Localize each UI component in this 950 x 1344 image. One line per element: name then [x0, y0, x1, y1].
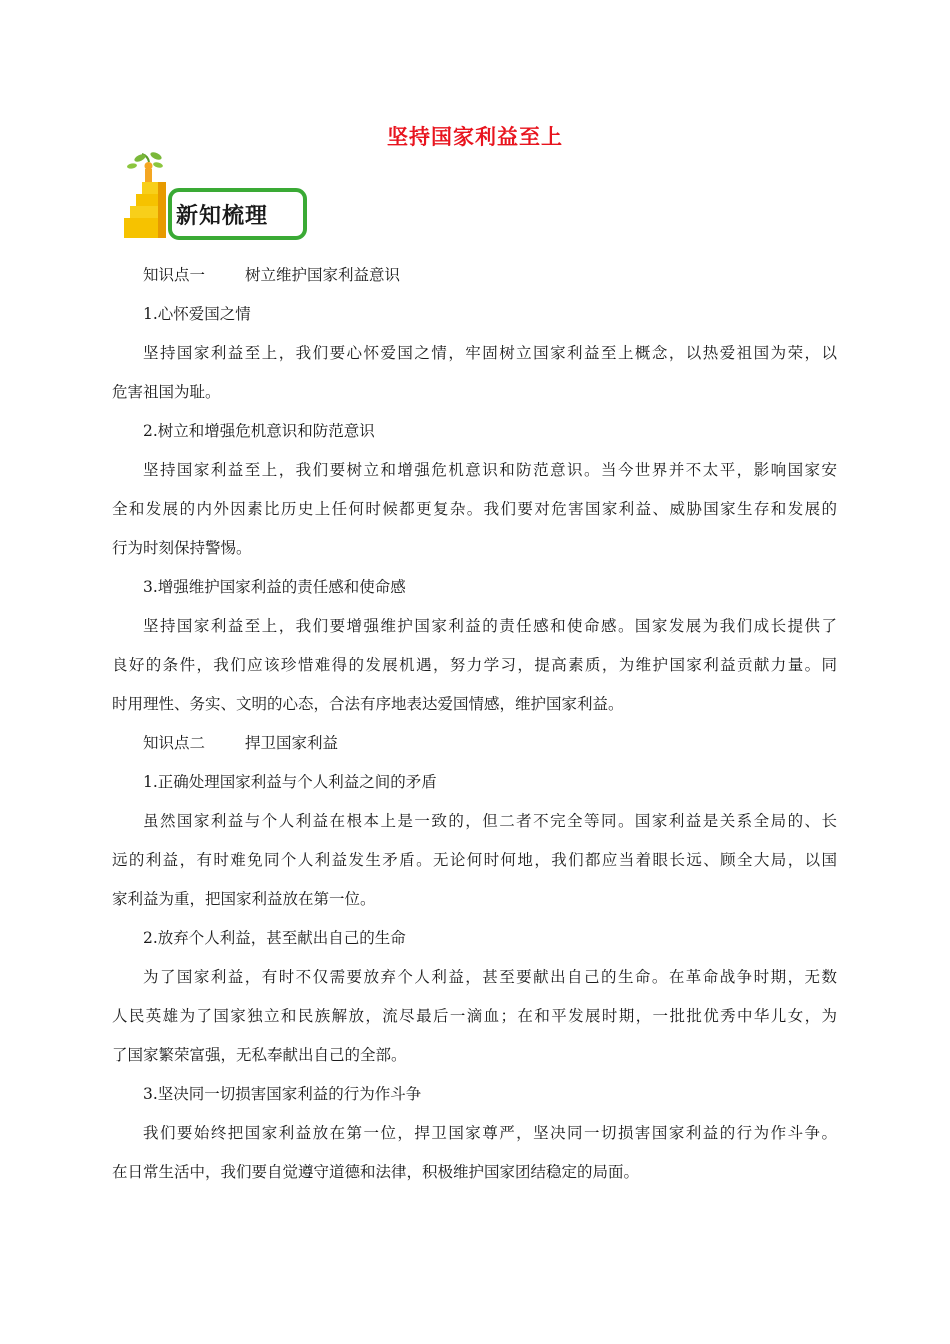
paragraph-line: 全和发展的内外因素比历史上任何时候都更复杂。我们要对危害国家利益、威胁国家生存和发展的	[112, 500, 837, 518]
knowledge-point-1	[112, 256, 837, 295]
document-body	[112, 256, 837, 1192]
paragraph-line: 行为时刻保持警惕。	[112, 539, 252, 557]
knowledge-point-1-title: 树立维护国家利益意识	[245, 266, 401, 284]
paragraph-line: 良好的条件，我们应该珍惜难得的发展机遇，努力学习，提高素质，为维护国家利益贡献力量。同	[112, 656, 837, 674]
paragraph-line: 坚持国家利益至上，我们要树立和增强危机意识和防范意识。当今世界并不太平，影响国家安	[143, 461, 837, 479]
section-badge-label: 新知梳理	[176, 204, 269, 229]
knowledge-point-2-title: 捍卫国家利益	[245, 734, 339, 752]
paragraph-line: 在日常生活中，我们要自觉遵守道德和法律，积极维护国家团结稳定的局面。	[112, 1163, 640, 1181]
paragraph-line: 为了国家利益，有时不仅需要放弃个人利益，甚至要献出自己的生命。在革命战争时期，无数	[143, 968, 837, 986]
paragraph-line: 家利益为重，把国家利益放在第一位。	[112, 890, 376, 908]
subheading: 1.正确处理国家利益与个人利益之间的矛盾	[143, 773, 437, 791]
page-title: 坚持国家利益至上	[387, 125, 563, 149]
subheading: 1.心怀爱国之情	[143, 305, 251, 323]
paragraph-line: 时用理性、务实、文明的心态，合法有序地表达爱国情感，维护国家利益。	[112, 695, 624, 713]
paragraph-line: 远的利益，有时难免同个人利益发生矛盾。无论何时何地，我们都应当着眼长远、顾全大局，以国	[112, 851, 837, 869]
paragraph-line: 了国家繁荣富强，无私奉献出自己的全部。	[112, 1046, 407, 1064]
paragraph-line: 虽然国家利益与个人利益在根本上是一致的，但二者不完全等同。国家利益是关系全局的、长	[143, 812, 837, 830]
subheading: 2.树立和增强危机意识和防范意识	[143, 422, 375, 440]
subheading: 3.坚决同一切损害国家利益的行为作斗争	[143, 1085, 422, 1103]
section-badge	[118, 152, 310, 244]
paragraph-line: 坚持国家利益至上，我们要心怀爱国之情，牢固树立国家利益至上概念，以热爱祖国为荣，以	[143, 344, 837, 362]
stairs-sprout-icon	[118, 152, 310, 244]
paragraph-line: 人民英雄为了国家独立和民族解放，流尽最后一滴血；在和平发展时期，一批批优秀中华儿女，为	[112, 1007, 837, 1025]
knowledge-point-1-label: 知识点一	[143, 266, 206, 284]
subheading: 2.放弃个人利益，甚至献出自己的生命	[143, 929, 406, 947]
paragraph-line: 坚持国家利益至上，我们要增强维护国家利益的责任感和使命感。国家发展为我们成长提供了	[143, 617, 837, 635]
subheading: 3.增强维护国家利益的责任感和使命感	[143, 578, 406, 596]
paragraph-line: 危害祖国为耻。	[112, 383, 221, 401]
knowledge-point-2-label: 知识点二	[143, 734, 206, 752]
paragraph-line: 我们要始终把国家利益放在第一位，捍卫国家尊严，坚决同一切损害国家利益的行为作斗争。	[143, 1124, 837, 1142]
knowledge-point-2	[112, 724, 837, 763]
